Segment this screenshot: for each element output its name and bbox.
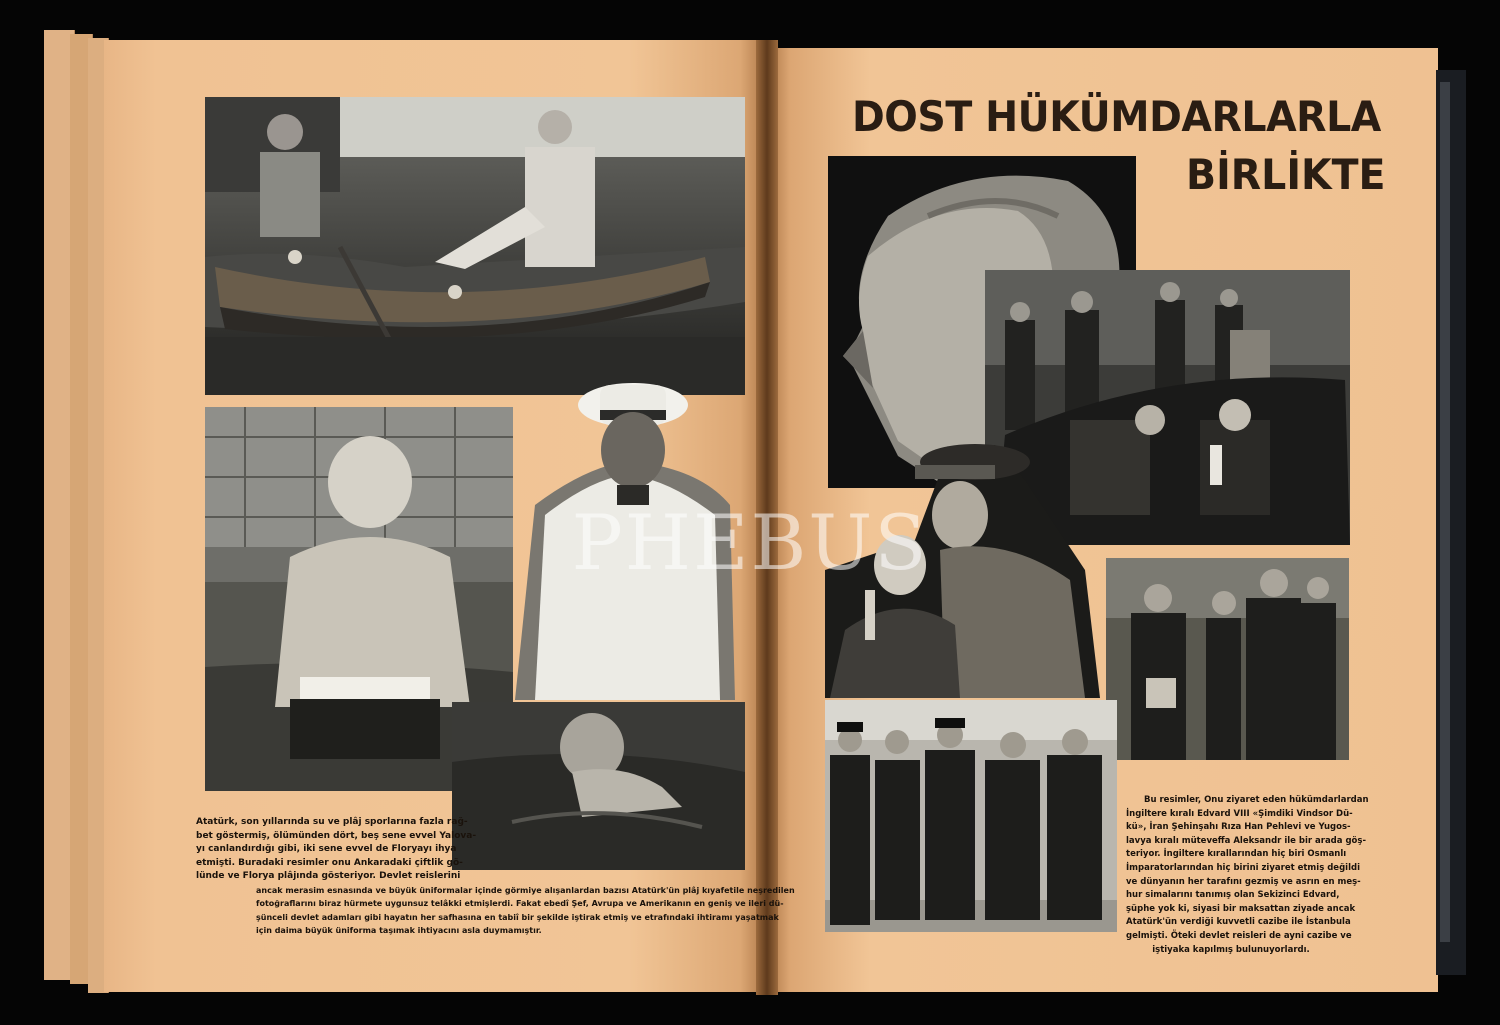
caption-line: gelmişti. Öteki devlet reisleri de ayni cazibe ve: [1126, 930, 1352, 941]
photo-rowboat: [205, 97, 745, 395]
caption-line: için daima büyük üniforma taşımak ihtiyacını asla duymamıştır.: [256, 926, 542, 935]
caption-line: fotoğraflarını biraz hürmete uygunsuz telâkki etmişlerdi. Fakat ebedî Şef, Avrupa ve Amerikanın en geniş ve ileri dü-: [256, 899, 784, 908]
photo-walking-group: [1106, 558, 1349, 760]
right-caption: [1126, 794, 1369, 957]
caption-line: ancak merasim esnasında ve büyük üniformalar içinde görmiye alışanlardan bazısı Atatürk'ün plâj kıyafetile neşredilen: [256, 885, 795, 895]
caption-line: Atatürk'ün verdiği kuvvetli cazibe ile İstanbula: [1126, 917, 1351, 928]
article-title-line2: BİRLİKTE: [1186, 150, 1386, 199]
photo-officers-procession: [825, 700, 1117, 932]
caption-line: iştiyaka kapılmış bulunuyorlardı.: [1152, 944, 1310, 955]
caption-line: şüphe yok ki, siyasi bir maksattan ziyade ancak: [1126, 903, 1356, 914]
caption-line: ve dünyanın her tarafını gezmiş ve asrın en meş-: [1126, 876, 1361, 887]
caption-line: teriyor. İngiltere kırallarından hiç biri Osmanlı: [1126, 849, 1347, 860]
caption-line: etmişti. Buradaki resimler onu Ankaradaki çiftlik gö-: [196, 857, 463, 868]
caption-line: Bu resimler, Onu ziyaret eden hükümdarlardan: [1144, 795, 1369, 805]
watermark: PHEBUS: [571, 498, 929, 587]
caption-line: şünceli devlet adamları gibi hayatın her safhasına en tabiî bir şekilde iştirak etmiş ve etrafındaki ihtiramı yaşatmak: [256, 912, 779, 922]
caption-line: kü», İran Şehinşahı Rıza Han Pehlevi ve Yugos-: [1126, 822, 1351, 833]
caption-line: bet göstermiş, ölümünden dört, beş sene evvel Yalova-: [196, 830, 477, 841]
caption-line: İmparatorlarından hiç birini ziyaret etmiş değildi: [1126, 862, 1360, 873]
article-title: DOST HÜKÜMDARLARLA: [852, 92, 1381, 141]
caption-line: yı canlandırdığı gibi, iki sene evvel de Floryayı ihya: [196, 844, 457, 854]
caption-line: Atatürk, son yıllarında su ve plâj sporlarına fazla rağ-: [196, 817, 468, 827]
book-cover-inner: [1440, 82, 1450, 942]
left-caption: [196, 816, 795, 938]
caption-line: hur simalarını tanımış olan Sekizinci Edvard,: [1126, 890, 1340, 901]
caption-line: İngiltere kıralı Edvard VIII «Şimdiki Vindsor Dü-: [1126, 808, 1353, 819]
caption-line: lavya kıralı müteveffa Aleksandr ile bir arada göş-: [1126, 835, 1366, 846]
caption-line: lünde ve Florya plâjında gösteriyor. Devlet reislerini: [196, 871, 461, 881]
